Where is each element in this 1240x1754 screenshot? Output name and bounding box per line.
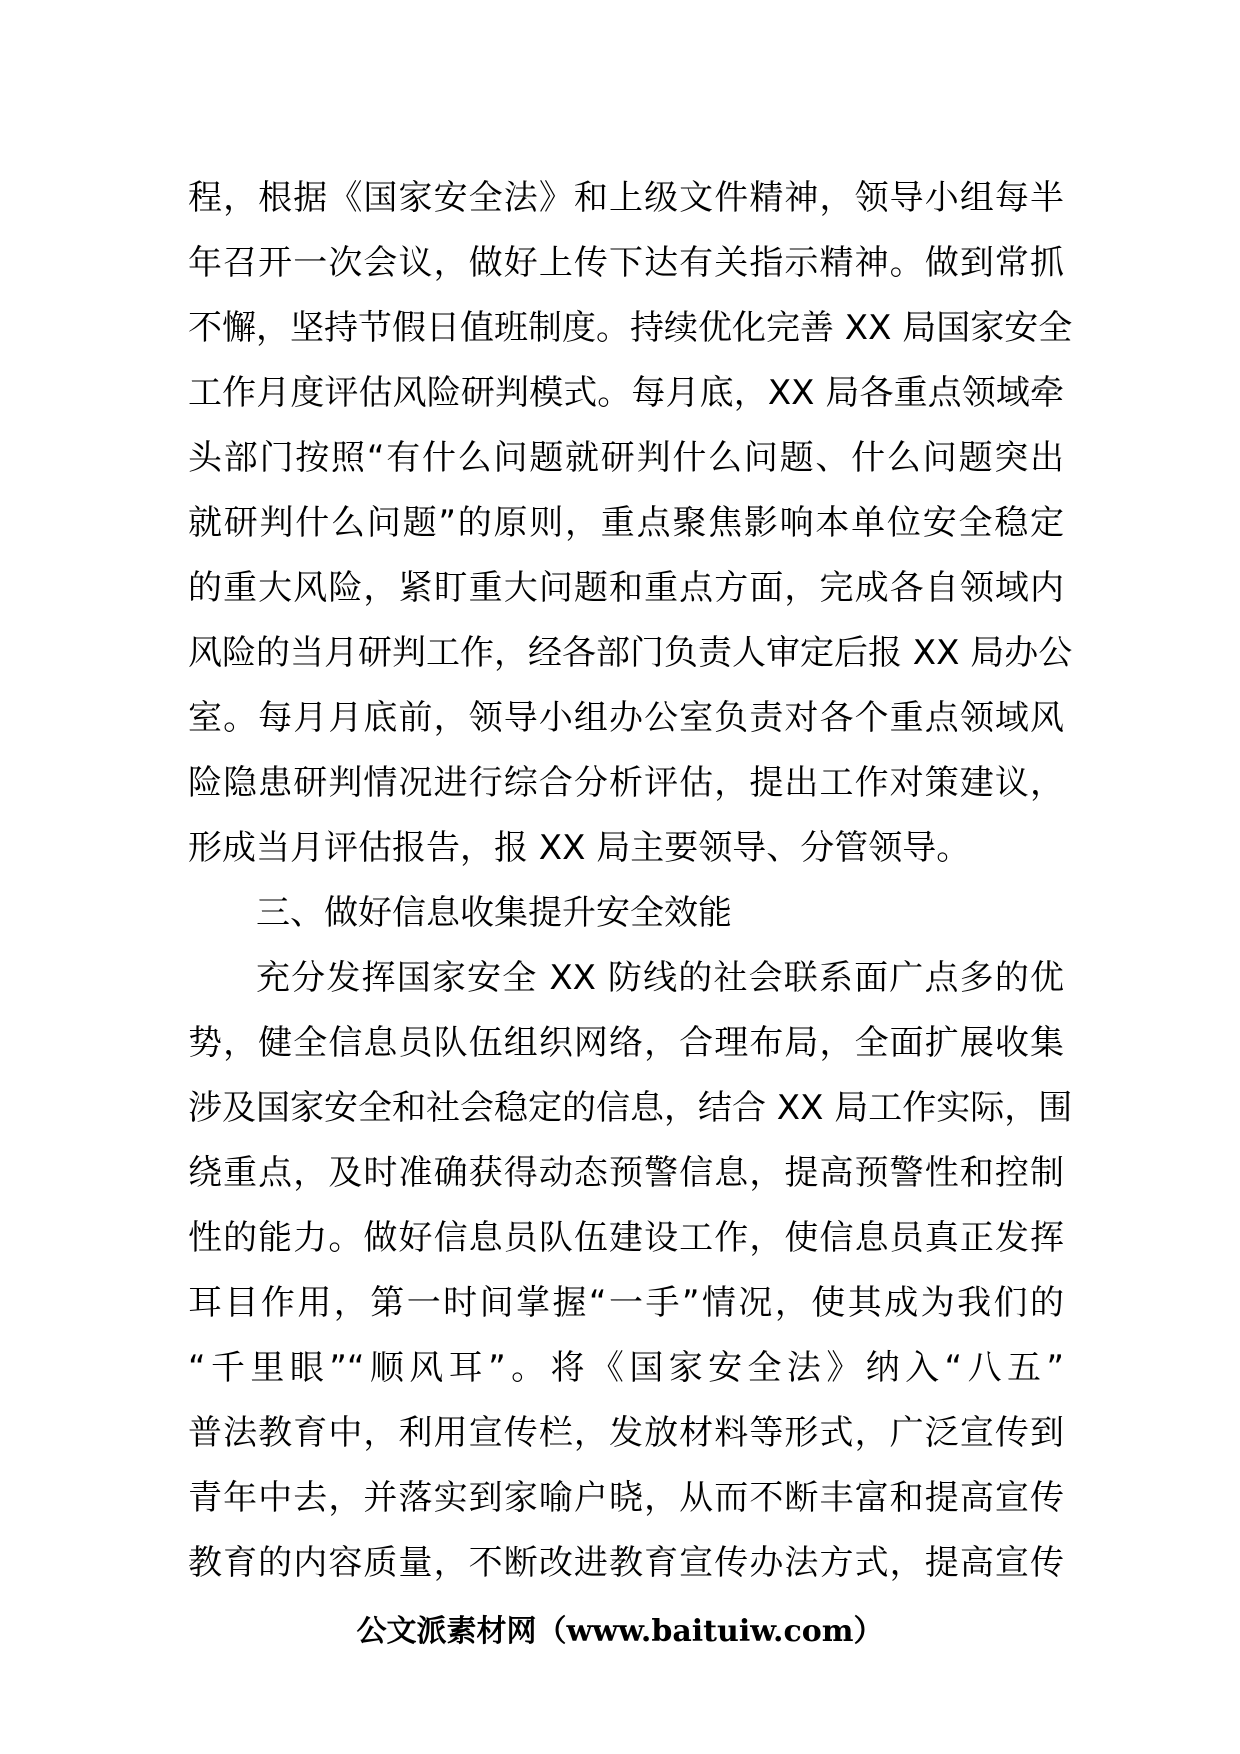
text-line: 头部门按照“有什么问题就研判什么问题、什么问题突出 <box>188 438 1064 478</box>
text-line: 性的能力。做好信息员队伍建设工作，使信息员真正发挥 <box>188 1218 1064 1258</box>
text-line: 室。每月月底前，领导小组办公室负责对各个重点领域风 <box>188 698 1064 738</box>
text-line: 就研判什么问题”的原则，重点聚焦影响本单位安全稳定 <box>188 503 1064 543</box>
text-line: 不懈，坚持节假日值班制度。持续优化完善 XX 局国家安全 <box>188 308 1073 348</box>
text-line: 教育的内容质量，不断改进教育宣传办法方式，提高宣传 <box>188 1543 1064 1583</box>
text-line: 势，健全信息员队伍组织网络，合理布局，全面扩展收集 <box>188 1023 1064 1063</box>
text-line: 风险的当月研判工作，经各部门负责人审定后报 XX 局办公 <box>188 633 1073 673</box>
text-line: 绕重点，及时准确获得动态预警信息，提高预警性和控制 <box>188 1153 1064 1193</box>
document-page <box>188 166 1073 1596</box>
paragraph-2 <box>188 946 1073 1596</box>
section-heading <box>188 881 1064 946</box>
text-line: 充分发挥国家安全 XX 防线的社会联系面广点多的优 <box>256 958 1064 998</box>
paragraph-1 <box>188 166 1073 881</box>
text-line: 青年中去，并落实到家喻户晓，从而不断丰富和提高宣传 <box>188 1478 1064 1518</box>
footer-watermark-text: 公文派素材网（www.baituiw.com） <box>356 1614 884 1649</box>
text-line: 险隐患研判情况进行综合分析评估，提出工作对策建议， <box>188 763 1064 803</box>
text-line: 年召开一次会议，做好上传下达有关指示精神。做到常抓 <box>188 243 1064 283</box>
text-line: 的重大风险，紧盯重大问题和重点方面，完成各自领域内 <box>188 568 1064 608</box>
heading-text: 三、做好信息收集提升安全效能 <box>256 893 732 933</box>
text-line: 形成当月评估报告，报 XX 局主要领导、分管领导。 <box>188 828 971 868</box>
text-line: 工作月度评估风险研判模式。每月底，XX 局各重点领域牵 <box>188 373 1064 413</box>
text-line: 涉及国家安全和社会稳定的信息，结合 XX 局工作实际，围 <box>188 1088 1073 1128</box>
text-line: “千里眼”“顺风耳”。将《国家安全法》纳入“八五” <box>188 1348 1064 1388</box>
text-line: 普法教育中，利用宣传栏，发放材料等形式，广泛宣传到 <box>188 1413 1064 1453</box>
text-line: 耳目作用，第一时间掌握“一手”情况，使其成为我们的 <box>188 1283 1064 1323</box>
text-line: 程，根据《国家安全法》和上级文件精神，领导小组每半 <box>188 178 1064 218</box>
